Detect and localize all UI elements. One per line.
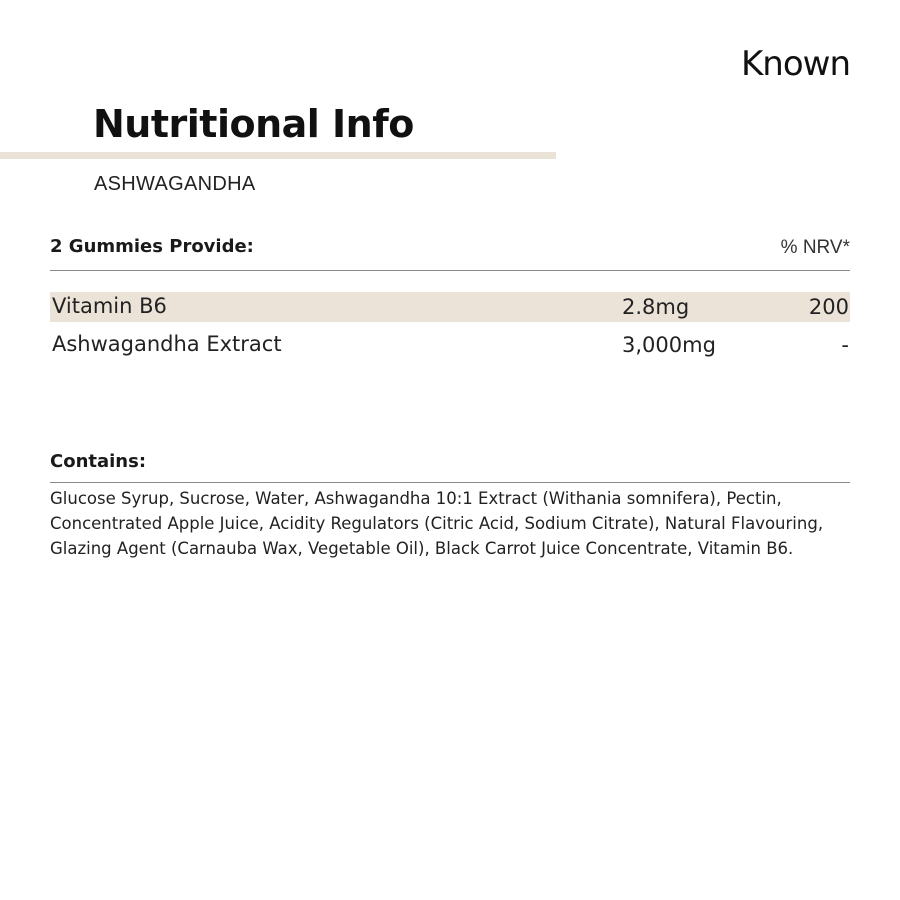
serving-label: 2 Gummies Provide:	[50, 236, 254, 257]
nutrient-nrv: -	[841, 333, 849, 357]
nutrient-amount: 3,000mg	[622, 333, 716, 357]
nutrient-name: Ashwagandha Extract	[52, 332, 282, 356]
nutrient-nrv: 200	[808, 295, 849, 319]
contains-header	[50, 451, 850, 483]
nrv-column-header: % NRV*	[780, 237, 850, 258]
nutrient-name: Vitamin B6	[52, 294, 167, 318]
nutrient-row-ashwagandha-extract	[50, 330, 850, 360]
brand-logo: Known	[740, 44, 850, 84]
page-title: Nutritional Info	[93, 102, 414, 146]
nutrient-row-vitamin-b6	[50, 292, 850, 322]
nutrient-amount: 2.8mg	[622, 295, 690, 319]
serving-header	[50, 236, 850, 271]
contains-label: Contains:	[50, 451, 147, 472]
ingredients-list: Glucose Syrup, Sucrose, Water, Ashwagandha 10:1 Extract (Withania somnifera), Pectin, Concentrated Apple Juice, Acidity Regulators (Citric Acid, Sodium Citrate), Natural Flavouring, Glazing Agent (Carnauba Wax, Vegetable Oil), Black Carrot Juice Concentrate, Vitamin B6.	[50, 489, 824, 558]
product-name: ASHWAGANDHA	[94, 173, 256, 195]
title-underline	[0, 152, 556, 159]
